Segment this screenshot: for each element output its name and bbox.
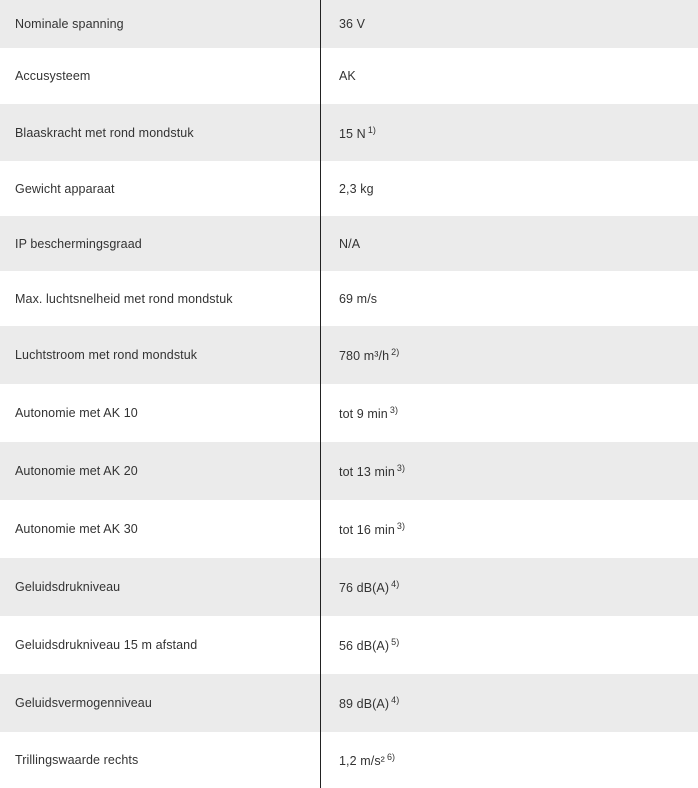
spec-value: tot 16 min: [339, 523, 395, 537]
spec-label: Trillingswaarde rechts: [15, 753, 139, 767]
spec-value-cell: [320, 579, 698, 595]
footnote-marker: 1): [367, 124, 377, 135]
spec-value: 36 V: [339, 17, 366, 31]
spec-label: Accusysteem: [15, 69, 91, 83]
spec-value: 89 dB(A): [339, 697, 390, 711]
spec-row-gewicht: [0, 161, 698, 216]
spec-value-cell: [320, 347, 698, 363]
footnote-marker: 5): [391, 637, 400, 647]
spec-label: IP beschermingsgraad: [15, 236, 142, 251]
footnote-marker: 2): [391, 347, 400, 357]
spec-row-nominale-spanning: [0, 0, 698, 48]
footnote-marker: 3): [396, 463, 406, 473]
spec-label: Geluidsdrukniveau 15 m afstand: [15, 638, 198, 652]
footnote-marker: 4): [391, 695, 400, 705]
spec-value: 69 m/s: [339, 291, 378, 306]
spec-row-max-luchtsnelheid: [0, 271, 698, 326]
spec-value: 15 N: [339, 126, 366, 141]
spec-value-cell: [320, 17, 698, 31]
spec-value-cell: [320, 405, 698, 421]
footnote-marker: 6): [386, 752, 396, 762]
spec-value-cell: [320, 125, 698, 141]
footnote-marker: 3): [389, 405, 399, 415]
spec-label: Geluidsvermogenniveau: [15, 696, 152, 710]
spec-row-autonomie-ak10: [0, 384, 698, 442]
spec-value-cell: [320, 292, 698, 306]
spec-row-geluidsvermogenniveau: [0, 674, 698, 732]
spec-label: Geluidsdrukniveau: [15, 580, 121, 594]
footnote-marker: 4): [391, 579, 400, 589]
spec-value: tot 9 min: [339, 407, 388, 421]
spec-row-luchtstroom: [0, 326, 698, 384]
spec-label: Autonomie met AK 30: [15, 522, 138, 536]
spec-label: Gewicht apparaat: [15, 181, 115, 196]
spec-value: tot 13 min: [339, 465, 395, 479]
spec-value: 1,2 m/s²: [339, 754, 385, 768]
spec-value-cell: [320, 237, 698, 251]
spec-row-blaaskracht: [0, 104, 698, 161]
spec-value-cell: [320, 463, 698, 479]
footnote-marker: 3): [396, 521, 406, 531]
spec-label: Nominale spanning: [15, 17, 124, 31]
spec-row-trillingswaarde: [0, 732, 698, 788]
spec-value-cell: [320, 637, 698, 653]
spec-row-accusysteem: [0, 48, 698, 104]
spec-label: Blaaskracht met rond mondstuk: [15, 125, 194, 140]
spec-value: 780 m³/h: [339, 349, 390, 363]
spec-value: AK: [339, 69, 356, 83]
spec-value: 76 dB(A): [339, 581, 390, 595]
spec-value-cell: [320, 69, 698, 83]
spec-label: Autonomie met AK 10: [15, 406, 138, 420]
spec-row-autonomie-ak30: [0, 500, 698, 558]
spec-label: Max. luchtsnelheid met rond mondstuk: [15, 291, 233, 306]
spec-row-ip-beschermingsgraad: [0, 216, 698, 271]
column-divider: [320, 0, 321, 788]
spec-value-cell: [320, 695, 698, 711]
spec-row-autonomie-ak20: [0, 442, 698, 500]
spec-row-geluidsdrukniveau-15m: [0, 616, 698, 674]
spec-value: 56 dB(A): [339, 639, 390, 653]
spec-value-cell: [320, 752, 698, 768]
spec-value: 2,3 kg: [339, 181, 374, 196]
spec-value: N/A: [339, 236, 361, 251]
spec-row-geluidsdrukniveau: [0, 558, 698, 616]
spec-value-cell: [320, 182, 698, 196]
spec-label: Autonomie met AK 20: [15, 464, 138, 478]
spec-value-cell: [320, 521, 698, 537]
spec-label: Luchtstroom met rond mondstuk: [15, 348, 198, 362]
